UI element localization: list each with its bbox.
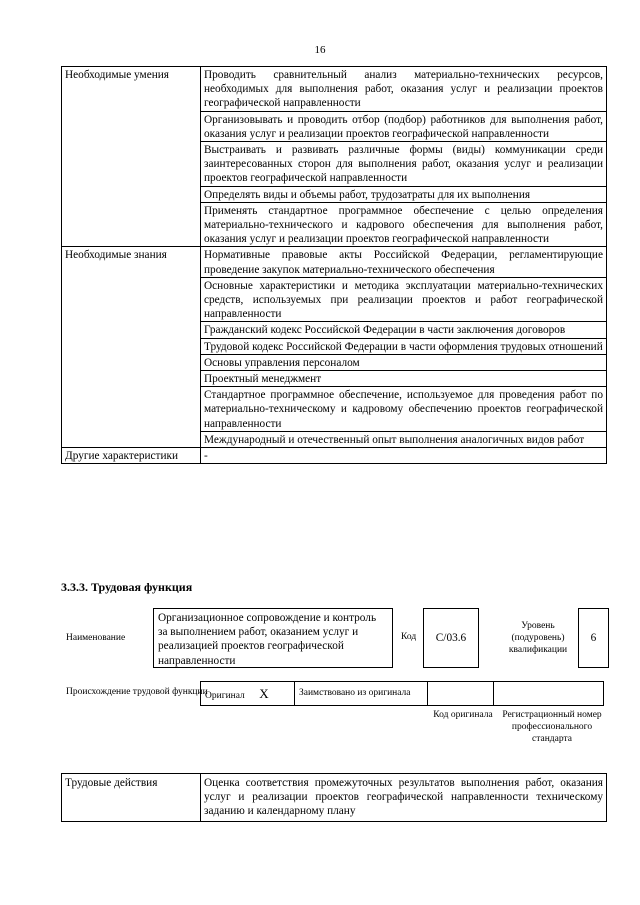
original-label: Оригинал <box>205 690 245 701</box>
knowledge-item: Международный и отечественный опыт выполнения аналогичных видов работ <box>201 431 607 447</box>
reg-caption: Регистрационный номер профессионального стандарта <box>502 710 602 744</box>
table-row <box>62 448 607 464</box>
table-row <box>62 774 607 822</box>
other-label: Другие характеристики <box>62 448 201 464</box>
knowledge-item: Гражданский кодекс Российской Федерации в части заключения договоров <box>201 322 607 338</box>
origin-original-cell <box>201 682 295 706</box>
function-name-box: Организационное сопровождение и контроль за выполнением работ, оказанием услуг и реализацией проектов географической направленности <box>153 608 393 668</box>
requirements-table <box>61 66 607 464</box>
skills-label: Необходимые умения <box>62 67 201 247</box>
table-row <box>62 247 607 277</box>
borrowed-label: Заимствовано из оригинала <box>295 682 428 706</box>
function-code-box: C/03.6 <box>423 608 479 668</box>
level-box: 6 <box>578 608 609 668</box>
actions-table <box>61 773 607 822</box>
actions-label: Трудовые действия <box>62 774 201 822</box>
name-label: Наименование <box>66 633 126 643</box>
skill-item: Определять виды и объемы работ, трудозатраты для их выполнения <box>201 186 607 202</box>
skill-item: Применять стандартное программное обеспечение с целью определения материально-технического и кадрового обеспечения для выполнения работ, оказания услуг и реализации проектов географической направленности <box>201 202 607 247</box>
knowledge-item: Трудовой кодекс Российской Федерации в части оформления трудовых отношений <box>201 338 607 354</box>
table-row <box>201 682 604 706</box>
skill-item: Организовывать и проводить отбор (подбор) работников для выполнения работ, оказания услуг и реализации проектов географической направленности <box>201 111 607 141</box>
knowledge-item: Основные характеристики и методика эксплуатации материально-технических средств, используемых при реализации проектов и работ географической направленности <box>201 277 607 322</box>
origin-code-cell <box>428 682 494 706</box>
skill-item: Выстраивать и развивать различные формы (виды) коммуникации среди заинтересованных сторон для выполнения работ, оказания услуг и реализации проектов географической направленности <box>201 142 607 187</box>
knowledge-item: Проектный менеджмент <box>201 371 607 387</box>
code-label: Код <box>401 632 417 642</box>
skill-item: Проводить сравнительный анализ материально-технических ресурсов, необходимых для выполнения работ, оказания услуг и реализации проектов географической направленности <box>201 67 607 112</box>
action-item: Оценка соответствия промежуточных результатов выполнения работ, оказания услуг и реализации проектов географической направленности техническому заданию и календарному плану <box>201 774 607 822</box>
original-mark: X <box>259 685 269 701</box>
knowledge-item: Основы управления персоналом <box>201 354 607 370</box>
knowledge-item: Нормативные правовые акты Российской Федерации, регламентирующие проведение закупок материально-технического обеспечения <box>201 247 607 277</box>
page-number: 16 <box>314 44 326 56</box>
origin-table <box>200 681 604 706</box>
level-label: Уровень (подуровень) квалификации <box>508 621 568 655</box>
origin-reg-cell <box>494 682 604 706</box>
knowledge-label: Необходимые знания <box>62 247 201 448</box>
section-title: 3.3.3. Трудовая функция <box>61 580 193 594</box>
code-caption: Код оригинала <box>433 710 493 720</box>
knowledge-item: Стандартное программное обеспечение, используемое для проведения работ по материально-техническому и кадровому обеспечению проектов географической направленности <box>201 387 607 432</box>
origin-label: Происхождение трудовой функции <box>66 687 208 697</box>
other-value: - <box>201 448 607 464</box>
table-row <box>62 67 607 112</box>
